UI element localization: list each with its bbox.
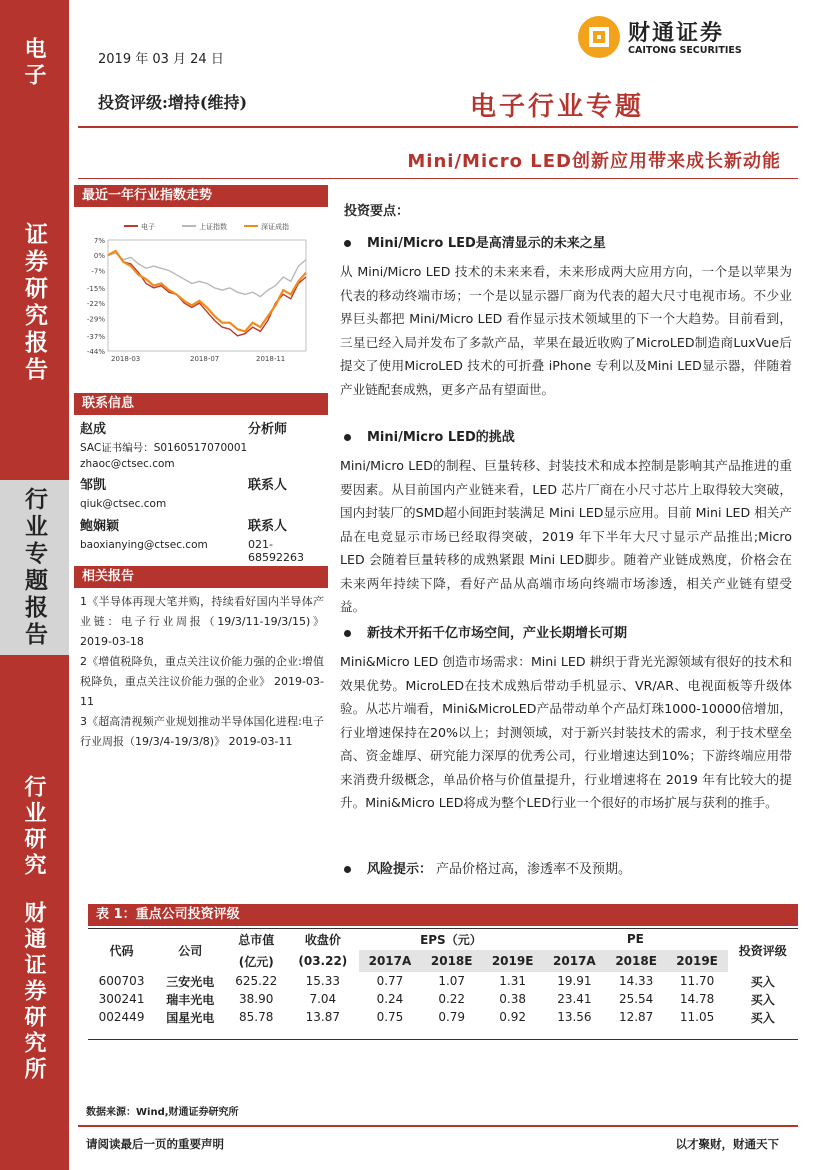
chart-y-tick-label: -44% xyxy=(86,348,105,356)
col-header-year: 2019E xyxy=(482,950,543,972)
col-header-price: 收盘价 xyxy=(304,932,341,947)
related-report-item[interactable]: 2《增值税降负，重点关注议价能力强的企业:增值税降负，重点关注议价能力强的企业》 2019-03-11 xyxy=(80,655,324,708)
col-header-year: 2019E xyxy=(667,950,728,972)
sidebar-report-type-label: 证券研究报告 xyxy=(21,221,48,384)
report-subtitle: Mini/Micro LED创新应用带来成长新动能 xyxy=(407,151,781,172)
body-paragraph: Mini/Micro LED的制程、巨量转移、封装技术和成本控制是影响其产品推进的重要因素。从目前国内产业链来看，LED 芯片厂商在小尺寸芯片上取得较大突破，国内封装厂的SMD超小间距封装满足 Mini LED显示应用。目前 Mini LED 相关产品在电竞显示市场已经取得突破，2019 年下半年大尺寸显示产品推出;Micro LED 会随着巨量转移的成熟紧跟 Mini LED脚步。随着产业链成熟度，价格会在未来两年持续下降，看好产品从高端市场向终端市场渗透，相关产业链有望受益。 xyxy=(340,458,792,614)
sidebar-report-category xyxy=(0,480,69,655)
chart-x-tick-label: 2018-07 xyxy=(190,355,220,363)
col-header-pe: PE xyxy=(626,932,644,946)
sidebar-report-type xyxy=(0,125,69,480)
logo-coin-icon xyxy=(576,14,622,60)
sidebar xyxy=(0,0,69,1170)
table-cell-company: 三安光电 xyxy=(166,974,215,989)
table-cell: 1.07 xyxy=(438,974,466,988)
col-header-year: 2018E xyxy=(421,950,482,972)
table-cell: 14.33 xyxy=(618,974,654,988)
header-divider xyxy=(78,126,798,128)
chart-y-tick-label: 0% xyxy=(93,252,105,261)
footer-divider xyxy=(78,1125,798,1127)
chart-y-tick-label: -22% xyxy=(86,300,105,309)
col-header-price-date: (03.22) xyxy=(298,954,348,968)
col-header-rating: 投资评级 xyxy=(738,943,787,958)
data-source: 数据来源：Wind,财通证券研究所 xyxy=(86,1107,239,1118)
risk-text: 产品价格过高，渗透率不及预期。 xyxy=(436,862,632,877)
logo-english-name: CAITONG SECURITIES xyxy=(628,45,742,56)
bullet-icon xyxy=(344,240,351,247)
col-header-cap: 总市值 xyxy=(238,932,275,947)
table-cell: 13.87 xyxy=(305,1010,340,1024)
table-cell: 0.38 xyxy=(499,992,526,1006)
subtitle-divider xyxy=(78,178,798,179)
col-header-company: 公司 xyxy=(178,943,203,958)
index-trend-header: 最近一年行业指数走势 xyxy=(74,185,328,207)
contact-role: 联系人 xyxy=(248,478,288,493)
contact-cert: SAC证书编号：S0160517070001 xyxy=(80,442,248,454)
index-trend-chart xyxy=(74,214,328,374)
body-paragraph: 从 Mini/Micro LED 技术的未来来看，未来形成两大应用方向，一个是以苹果为代表的移动终端市场；一个是以显示器厂商为代表的超大尺寸电视市场。不少业界巨头都把 Mini/Micro LED 看作显示技术领域里的下一个大趋势。目前看到，三星已经入局并发布了多款产品，苹果在最近收购了MicroLED制造商LuxVue后提交了使用MicroLED 技术的可折叠 iPhone 专利以及Mini LED显示器，伴随着产业链配套成熟，更多产品有望面世。 xyxy=(340,264,792,397)
table-cell: 19.91 xyxy=(557,974,592,988)
section-heading-text: Mini/Micro LED是高清显示的未来之星 xyxy=(367,236,606,251)
table-cell: 买入 xyxy=(750,1010,775,1025)
table-cell: 7.04 xyxy=(309,992,337,1006)
sidebar-sector xyxy=(0,0,69,125)
table-cell: 买入 xyxy=(750,974,775,989)
chart-legend-label: 深证成指 xyxy=(261,223,289,231)
bullet-icon xyxy=(344,630,351,637)
chart-y-tick-label: -29% xyxy=(86,315,105,324)
related-report-item[interactable]: 3《超高清视频产业规划推动半导体国化进程:电子行业周报（19/3/4-19/3/8)》 2019-03-11 xyxy=(80,715,324,748)
bullet-icon xyxy=(344,434,351,441)
company-logo xyxy=(576,14,776,62)
table-cell: 0.77 xyxy=(376,974,404,988)
logo-chinese-name: 财通证券 xyxy=(628,20,725,46)
risk-label: 风险提示： xyxy=(367,862,433,877)
section-heading-text: 新技术开拓千亿市场空间，产业长期增长可期 xyxy=(367,626,628,641)
section-heading xyxy=(344,232,606,251)
related-reports-header: 相关报告 xyxy=(74,566,328,588)
table-cell: 0.22 xyxy=(438,992,466,1006)
contact-email[interactable]: qiuk@ctsec.com xyxy=(80,498,167,510)
sidebar-research-label: 行业研究 xyxy=(21,775,47,879)
table-row xyxy=(88,1008,798,1026)
table-bottom-rule xyxy=(88,1039,798,1040)
col-header-eps: EPS（元） xyxy=(420,932,482,947)
contact-email[interactable]: zhaoc@ctsec.com xyxy=(80,458,175,470)
footer-slogan: 以才聚财，财通天下 xyxy=(675,1137,779,1151)
related-report-item[interactable]: 1《半导体再现大笔并购，持续看好国内半导体产业链：电子行业周报（19/3/11-19/3/15)》 2019-03-18 xyxy=(80,595,324,648)
chart-y-tick-label: -37% xyxy=(86,332,105,341)
table-cell: 13.56 xyxy=(557,1010,592,1024)
footer-disclaimer[interactable]: 请阅读最后一页的重要声明 xyxy=(86,1137,224,1151)
body-paragraph: Mini&Micro LED 创造市场需求：Mini LED 耕织于背光光源领域有很好的技术和效果优势。MicroLED在技术成熟后带动手机显示、VR/AR、电视面板等升级体验。从芯片端看，Mini&MicroLED产品带动单个产品灯珠1000-10000倍增加，行业增速保持在20%以上；封测领域，对于新兴封装技术的需求，利于技术壁垒高、资金雄厚、研究能力深厚的优秀公司，行业增速达到10%；下游终端应用带来消费升级概念，单品价格与价值量提升，行业增速将在 2019 年有比较大的提升。Mini&Micro LED将成为整个LED行业一个很好的市场扩展与获利的推手。 xyxy=(340,654,792,810)
risk-warning xyxy=(344,858,631,877)
table-cell: 85.78 xyxy=(239,1010,274,1024)
table-title: 表 1：重点公司投资评级 xyxy=(88,904,798,926)
chart-x-tick-label: 2018-03 xyxy=(111,355,141,363)
table-cell: 12.87 xyxy=(618,1010,654,1024)
section-heading xyxy=(344,622,627,641)
contact-name: 赵成 xyxy=(80,422,107,437)
table-cell: 15.33 xyxy=(305,974,340,988)
chart-y-tick-label: -7% xyxy=(91,267,105,276)
table-cell: 0.79 xyxy=(438,1010,466,1024)
key-points-title: 投资要点： xyxy=(344,204,410,219)
table-row xyxy=(88,972,798,990)
col-header-cap-unit: (亿元) xyxy=(238,954,274,969)
chart-legend-label: 电子 xyxy=(141,223,155,231)
table-cell: 23.41 xyxy=(557,992,592,1006)
contact-list xyxy=(80,418,326,568)
bullet-icon xyxy=(344,866,351,873)
contact-name: 邹凯 xyxy=(80,478,107,493)
sidebar-institute-label: 财通证券研究所 xyxy=(21,901,47,1083)
section-heading xyxy=(344,426,515,445)
table-cell: 14.78 xyxy=(679,992,715,1006)
sidebar-institute xyxy=(0,655,69,1170)
chart-x-tick-label: 2018-11 xyxy=(256,355,286,363)
table-cell: 625.22 xyxy=(235,974,278,988)
sidebar-report-category-label: 行业专题报告 xyxy=(21,486,48,649)
col-header-code: 代码 xyxy=(109,943,134,958)
table-cell: 300241 xyxy=(98,992,145,1006)
table-cell: 002449 xyxy=(98,1010,145,1024)
related-reports-list xyxy=(80,592,324,752)
contact-email[interactable]: baoxianying@ctsec.com xyxy=(80,539,208,551)
table-cell: 买入 xyxy=(750,992,775,1007)
chart-y-tick-label: 7% xyxy=(93,237,105,245)
table-cell: 1.31 xyxy=(499,974,526,988)
contact-info-header: 联系信息 xyxy=(74,393,328,415)
contact-phone: 021-68592263 xyxy=(248,538,304,564)
chart-legend-label: 上证指数 xyxy=(199,223,227,231)
table-cell: 0.75 xyxy=(376,1010,404,1024)
table-cell: 11.70 xyxy=(679,974,715,988)
table-cell-company: 瑞丰光电 xyxy=(166,992,215,1007)
table-cell: 11.05 xyxy=(679,1010,715,1024)
table-cell: 25.54 xyxy=(618,992,654,1006)
table-row xyxy=(88,990,798,1008)
page-title: 电子行业专题 xyxy=(470,92,645,122)
col-header-year: 2017A xyxy=(359,950,422,972)
table-cell-company: 国星光电 xyxy=(166,1010,215,1025)
table-cell: 0.24 xyxy=(376,992,404,1006)
section-heading-text: Mini/Micro LED的挑战 xyxy=(367,430,515,445)
table-cell: 38.90 xyxy=(239,992,274,1006)
investment-rating: 投资评级:增持(维持) xyxy=(98,93,248,112)
table-cell: 0.92 xyxy=(499,1010,526,1024)
contact-role: 分析师 xyxy=(248,422,288,437)
col-header-year: 2018E xyxy=(606,950,667,972)
sidebar-sector-label: 电子 xyxy=(21,36,47,89)
report-date: 2019 年 03 月 24 日 xyxy=(98,52,224,67)
chart-plot-frame xyxy=(108,240,306,351)
contact-role: 联系人 xyxy=(248,519,288,534)
chart-y-tick-label: -15% xyxy=(86,284,105,293)
table-cell: 600703 xyxy=(98,974,145,988)
rating-table xyxy=(88,928,798,1026)
col-header-year: 2017A xyxy=(543,950,606,972)
contact-name: 鲍娴颖 xyxy=(80,519,120,534)
